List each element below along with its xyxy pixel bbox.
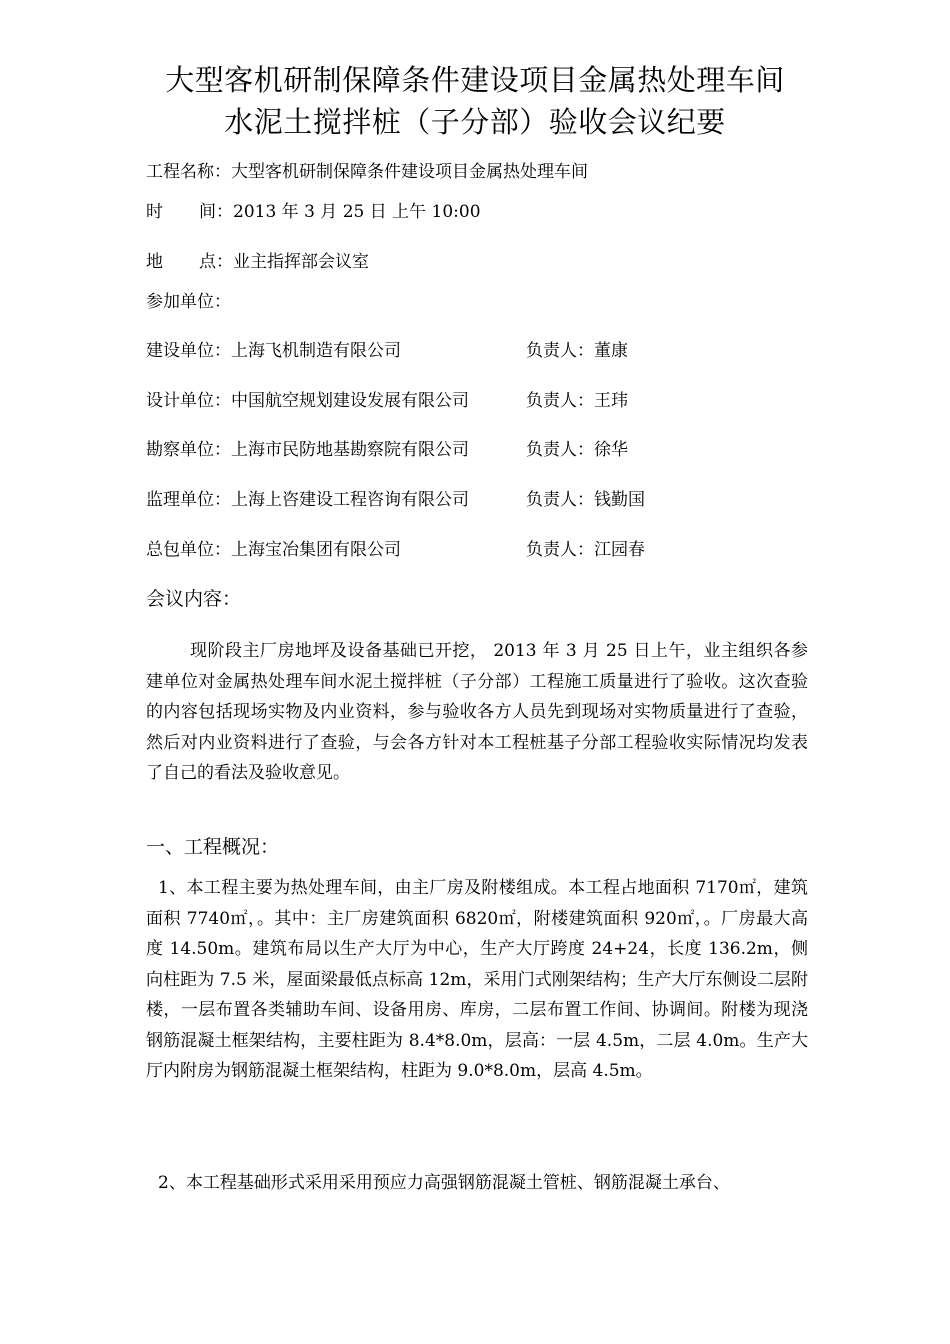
project-name-value: 大型客机研制保障条件建设项目金属热处理车间 bbox=[231, 162, 588, 182]
unit-name: 上海市民防地基勘察院有限公司 bbox=[231, 440, 469, 460]
meeting-time-row bbox=[146, 200, 481, 224]
unit-name: 上海宝冶集团有限公司 bbox=[231, 540, 401, 560]
place-label-char2: 点： bbox=[199, 252, 233, 272]
unit-name: 上海上咨建设工程咨询有限公司 bbox=[231, 490, 469, 510]
place-label-char1: 地 bbox=[146, 252, 163, 272]
unit-label: 建设单位： bbox=[146, 341, 231, 361]
unit-responsible: 负责人：王玮 bbox=[526, 391, 628, 411]
time-label-char2: 间： bbox=[199, 202, 233, 222]
unit-responsible: 负责人：钱勤国 bbox=[526, 490, 645, 510]
document-title-line2: 水泥土搅拌桩（子分部）验收会议纪要 bbox=[224, 105, 726, 139]
intro-paragraph: 现阶段主厂房地坪及设备基础已开挖， 2013 年 3 月 25 日上午，业主组织各参建单位对金属热处理车间水泥土搅拌桩（子分部）工程施工质量进行了验收。这次查验的内容包括现场实物及内业资料，参与验收各方人员先到现场对实物质量进行了查验，然后对内业资料进行了查验，与会各方针对本工程桩基子分部工程验收实际情况均发表了自己的看法及验收意见。 bbox=[146, 641, 808, 783]
unit-row bbox=[146, 339, 628, 363]
unit-name: 中国航空规划建设发展有限公司 bbox=[231, 391, 469, 411]
meeting-time-value: 2013 年 3 月 25 日 上午 10:00 bbox=[233, 202, 481, 222]
unit-label: 总包单位： bbox=[146, 540, 231, 560]
section1-heading: 一、工程概况： bbox=[146, 836, 280, 858]
project-name-row bbox=[146, 160, 588, 184]
unit-name: 上海飞机制造有限公司 bbox=[231, 341, 401, 361]
unit-row bbox=[146, 488, 645, 512]
meeting-place-value: 业主指挥部会议室 bbox=[233, 252, 369, 272]
unit-row bbox=[146, 389, 628, 413]
participants-label: 参加单位： bbox=[146, 292, 231, 312]
overview-paragraph-1: 1、本工程主要为热处理车间，由主厂房及附楼组成。本工程占地面积 7170㎡，建筑面积 7740㎡，。其中：主厂房建筑面积 6820㎡，附楼建筑面积 920㎡，。厂房最大高度 14.50m。建筑布局以生产大厅为中心，生产大厅跨度 24+24，长度 136.2m，侧向柱距为 7.5 米，屋面梁最低点标高 12m，采用门式刚架结构；生产大厅东侧设二层附楼，一层布置各类辅助车间、设备用房、库房，二层布置工作间、协调间。附楼为现浇钢筋混凝土框架结构，主要柱距为 8.4*8.0m，层高：一层 4.5m，二层 4.0m。生产大厅内附房为钢筋混凝土框架结构，柱距为 9.0*8.0m，层高 4.5m。 bbox=[146, 878, 808, 1081]
unit-label: 设计单位： bbox=[146, 391, 231, 411]
document-title-line1: 大型客机研制保障条件建设项目金属热处理车间 bbox=[165, 63, 785, 97]
project-name-label: 工程名称： bbox=[146, 162, 231, 182]
meeting-place-row bbox=[146, 250, 369, 274]
unit-row bbox=[146, 438, 628, 462]
overview-paragraph-2: 2、本工程基础形式采用采用预应力高强钢筋混凝土管桩、钢筋混凝土承台、 bbox=[158, 1173, 730, 1193]
meeting-content-heading: 会议内容： bbox=[146, 588, 242, 610]
unit-responsible: 负责人：徐华 bbox=[526, 440, 628, 460]
unit-row bbox=[146, 538, 645, 562]
time-label-char1: 时 bbox=[146, 202, 163, 222]
unit-label: 勘察单位： bbox=[146, 440, 231, 460]
unit-responsible: 负责人：江园春 bbox=[526, 540, 645, 560]
unit-label: 监理单位： bbox=[146, 490, 231, 510]
unit-responsible: 负责人：董康 bbox=[526, 341, 628, 361]
